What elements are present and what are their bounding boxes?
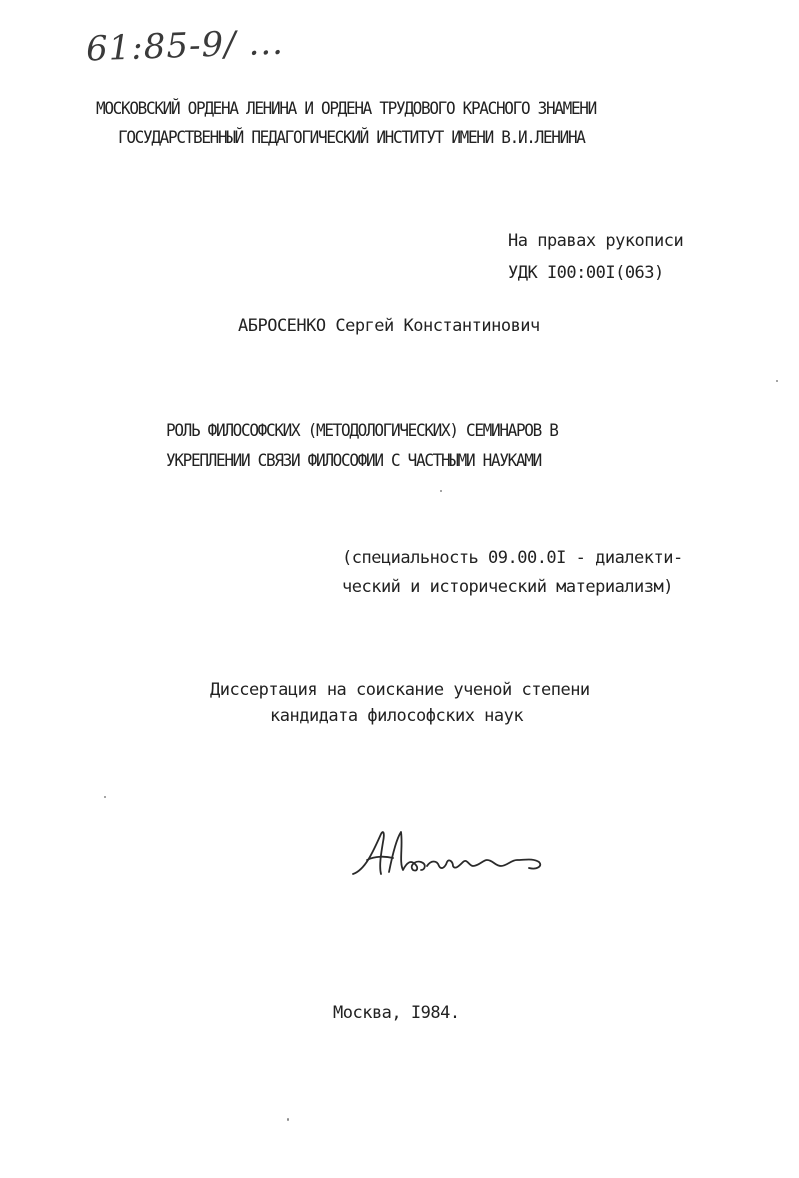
udk-code: УДК I00:00I(063) xyxy=(508,263,664,283)
institution-line-2: ГОСУДАРСТВЕННЫЙ ПЕДАГОГИЧЕСКИЙ ИНСТИТУТ ИМЕНИ В.И.ЛЕНИНА xyxy=(118,127,585,148)
place-and-year: Москва, I984. xyxy=(333,1003,460,1023)
thesis-title-line-1: РОЛЬ ФИЛОСОФСКИХ (МЕТОДОЛОГИЧЕСКИХ) СЕМИНАРОВ В xyxy=(166,420,558,441)
paper-speck xyxy=(104,796,106,798)
archive-code-handwritten: 61:85-9/ ... xyxy=(85,22,285,70)
author-name: АБРОСЕНКО Сергей Константинович xyxy=(238,316,540,336)
paper-speck xyxy=(287,1118,289,1121)
manuscript-rights: На правах рукописи xyxy=(508,231,684,251)
dissertation-line-2: кандидата философских наук xyxy=(270,706,524,726)
specialty-line-2: ческий и исторический материализм) xyxy=(342,577,673,597)
institution-line-1: МОСКОВСКИЙ ОРДЕНА ЛЕНИНА И ОРДЕНА ТРУДОВОГО КРАСНОГО ЗНАМЕНИ xyxy=(96,98,596,119)
thesis-title-line-2: УКРЕПЛЕНИИ СВЯЗИ ФИЛОСОФИИ С ЧАСТНЫМИ НАУКАМИ xyxy=(166,450,541,471)
paper-speck xyxy=(440,490,442,492)
specialty-line-1: (специальность 09.00.0I - диалекти- xyxy=(342,548,683,568)
author-signature xyxy=(345,822,555,892)
paper-speck xyxy=(776,380,778,382)
dissertation-line-1: Диссертация на соискание ученой степени xyxy=(210,680,590,700)
